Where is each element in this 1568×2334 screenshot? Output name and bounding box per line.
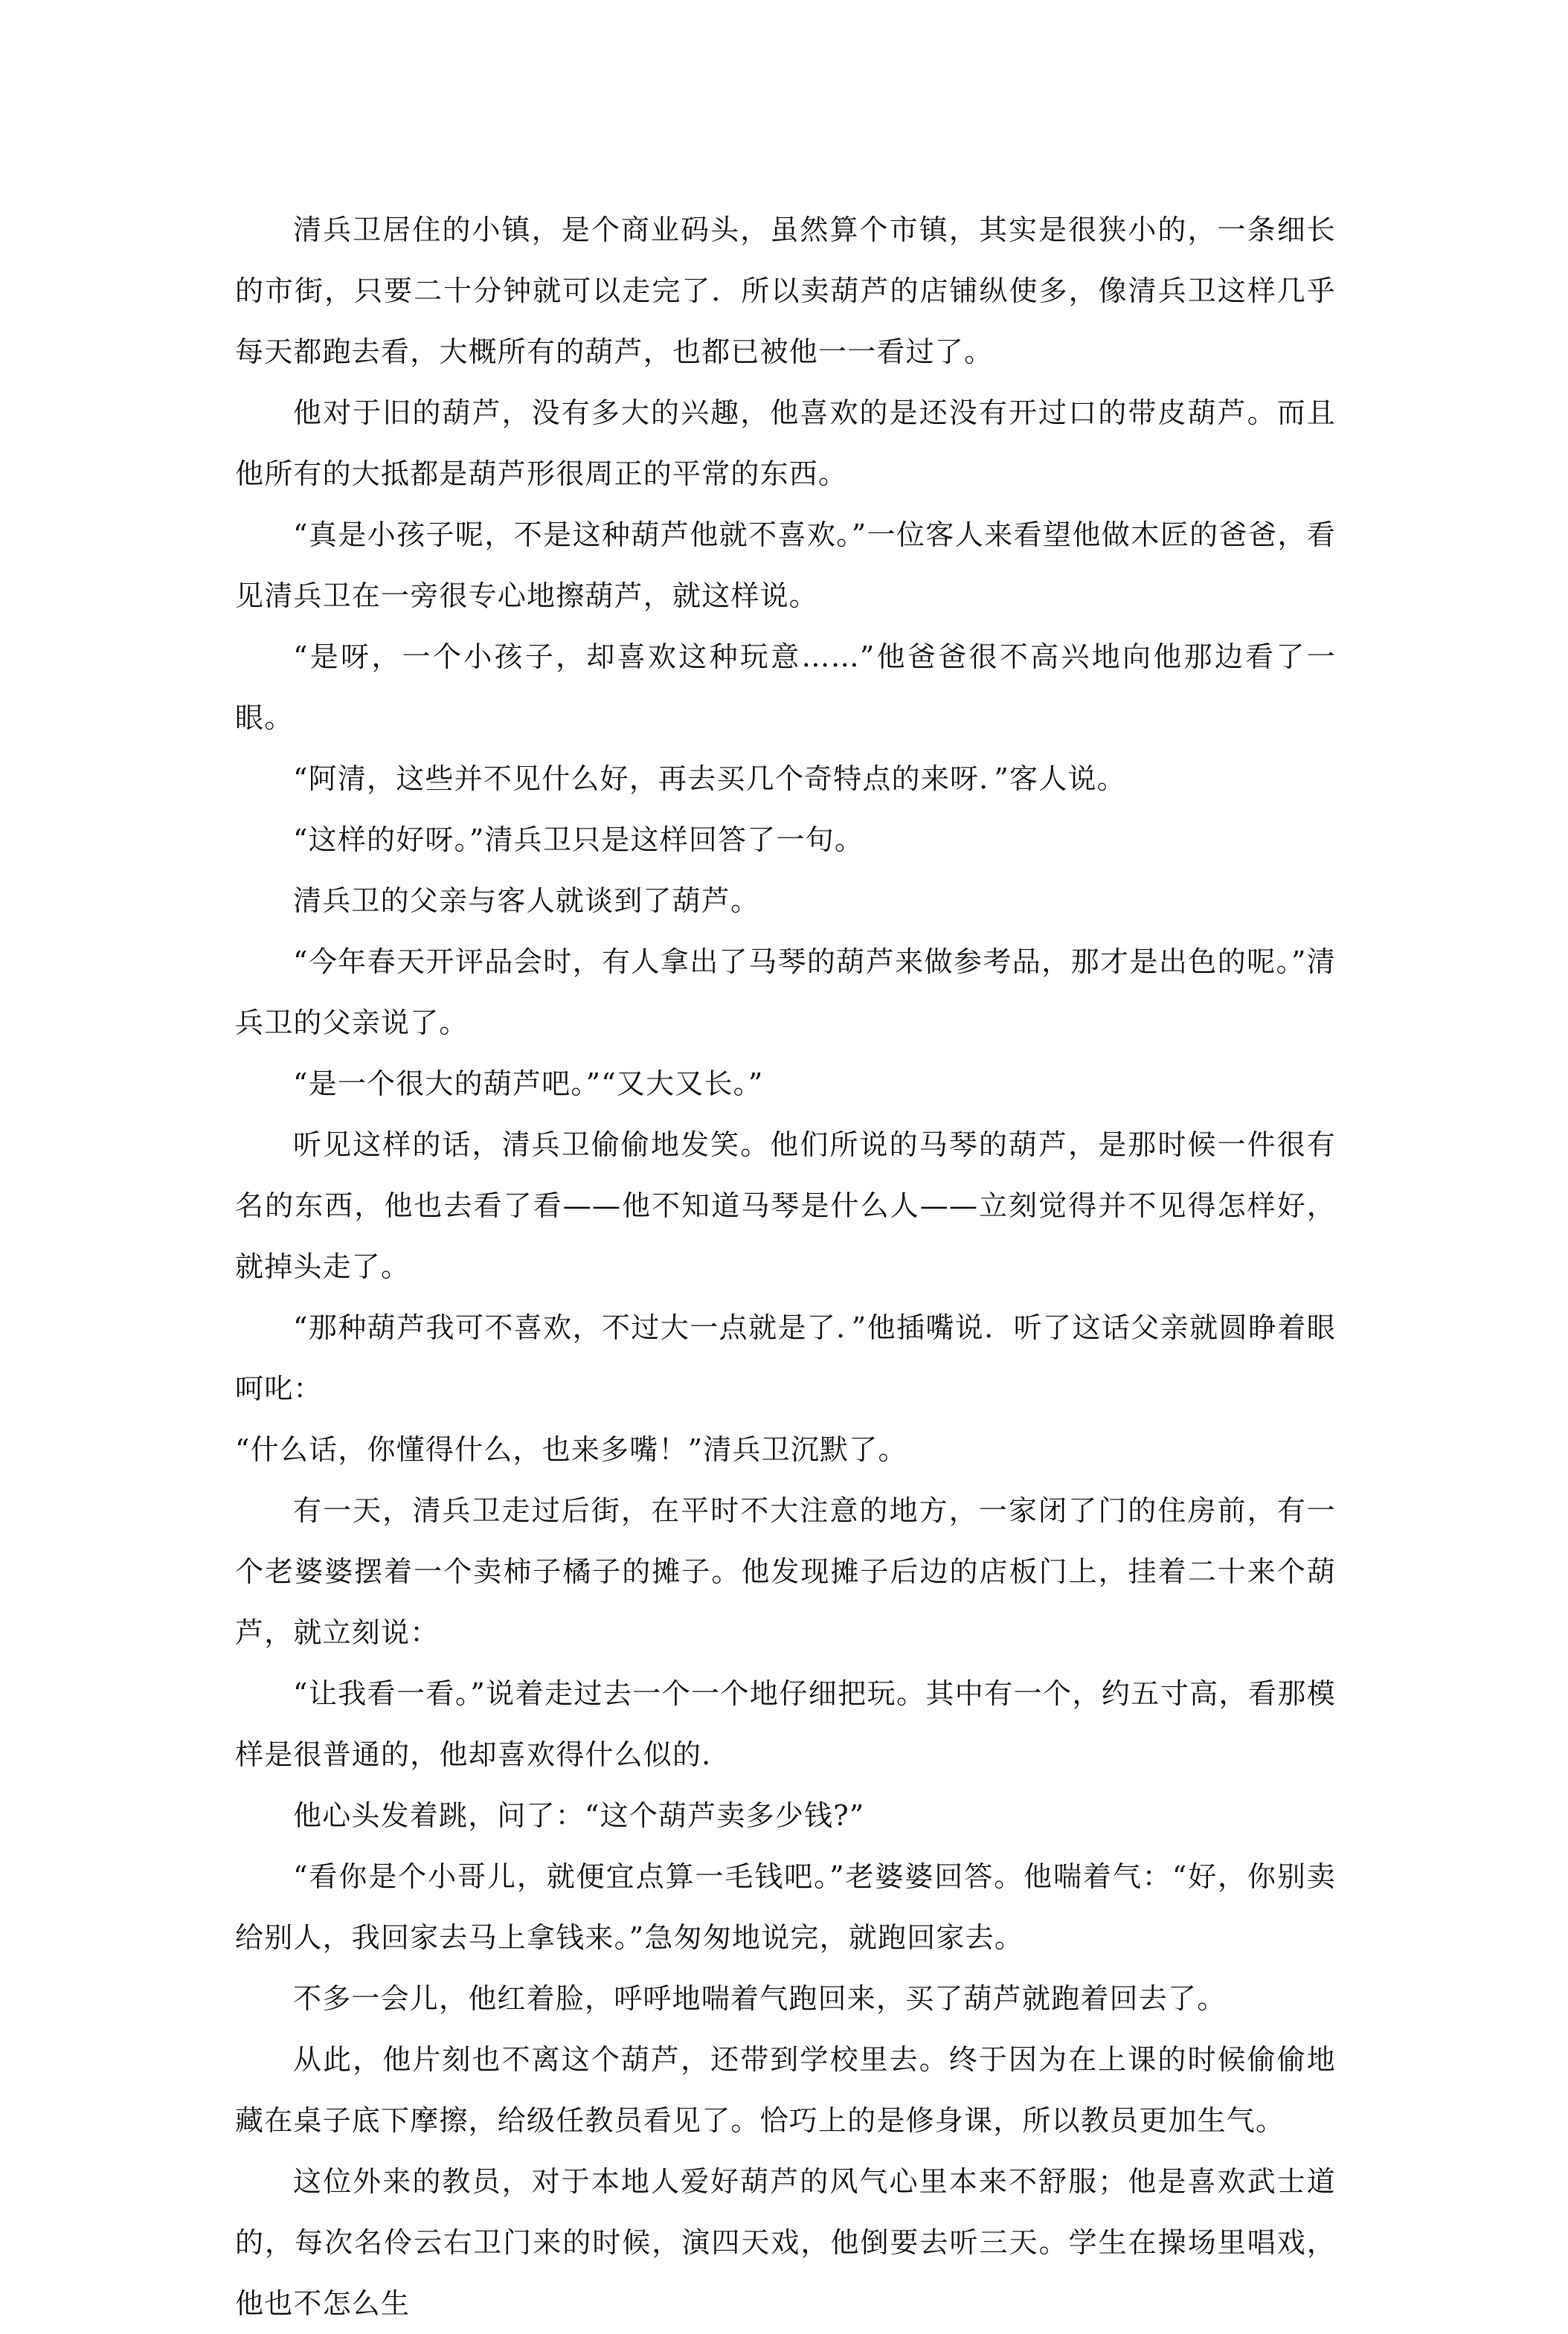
paragraph-1: 清兵卫居住的小镇，是个商业码头，虽然算个市镇，其实是很狭小的，一条细长的市街，只要二十分钟就可以走完了．所以卖葫芦的店铺纵使多，像清兵卫这样几乎每天都跑去看，大概所有的葫芦，也都已被他一一看过了。 [235, 213, 1336, 368]
story-text [235, 199, 1336, 2334]
paragraph-10: 听见这样的话，清兵卫偷偷地发笑。他们所说的马琴的葫芦，是那时候一件很有名的东西，他也去看了看——他不知道马琴是什么人——立刻觉得并不见得怎样好，就掉头走了。 [235, 1128, 1336, 1283]
paragraph-14: “让我看一看。”说着走过去一个一个地仔细把玩。其中有一个，约五寸高，看那模样是很普通的，他却喜欢得什么似的． [235, 1677, 1336, 1771]
paragraph-4: “是呀，一个小孩子，却喜欢这种玩意……”他爸爸很不高兴地向他那边看了一眼。 [235, 640, 1336, 734]
paragraph-12: “什么话，你懂得什么，也来多嘴！”清兵卫沉默了。 [235, 1433, 907, 1466]
paragraph-8: “今年春天开评品会时，有人拿出了马琴的葫芦来做参考品，那才是出色的呢。”清兵卫的父亲说了。 [235, 945, 1336, 1039]
paragraph-17: 不多一会儿，他红着脸，呼呼地喘着气跑回来，买了葫芦就跑着回去了。 [293, 1982, 1227, 2015]
paragraph-15: 他心头发着跳，问了：“这个葫芦卖多少钱?” [293, 1799, 865, 1832]
paragraph-6: “这样的好呀。”清兵卫只是这样回答了一句。 [293, 823, 864, 856]
paragraph-18: 从此，他片刻也不离这个葫芦，还带到学校里去。终于因为在上课的时候偷偷地藏在桌子底下摩擦，给级任教员看见了。恰巧上的是修身课，所以教员更加生气。 [235, 2043, 1336, 2137]
paragraph-11: “那种葫芦我可不喜欢，不过大一点就是了．”他插嘴说．听了这话父亲就圆睁着眼呵叱： [235, 1311, 1336, 1405]
paragraph-2: 他对于旧的葫芦，没有多大的兴趣，他喜欢的是还没有开过口的带皮葫芦。而且他所有的大抵都是葫芦形很周正的平常的东西。 [235, 396, 1336, 490]
paragraph-9: “是一个很大的葫芦吧。”“又大又长。” [293, 1067, 764, 1100]
paragraph-16: “看你是个小哥儿，就便宜点算一毛钱吧。”老婆婆回答。他喘着气：“好，你别卖给别人，我回家去马上拿钱来。”急匆匆地说完，就跑回家去。 [235, 1860, 1336, 1954]
paragraph-5: “阿清，这些并不见什么好，再去买几个奇特点的来呀．”客人说。 [293, 762, 1126, 795]
paragraph-13: 有一天，清兵卫走过后街，在平时不大注意的地方，一家闭了门的住房前，有一个老婆婆摆着一个卖柿子橘子的摊子。他发现摊子后边的店板门上，挂着二十来个葫芦，就立刻说： [235, 1494, 1336, 1649]
paragraph-19: 这位外来的教员，对于本地人爱好葫芦的风气心里本来不舒服；他是喜欢武士道的，每次名伶云右卫门来的时候，演四天戏，他倒要去听三天。学生在操场里唱戏，他也不怎么生 [235, 2165, 1336, 2320]
paragraph-7: 清兵卫的父亲与客人就谈到了葫芦。 [293, 884, 760, 917]
paragraph-3: “真是小孩子呢，不是这种葫芦他就不喜欢。”一位客人来看望他做木匠的爸爸，看见清兵卫在一旁很专心地擦葫芦，就这样说。 [235, 518, 1336, 612]
